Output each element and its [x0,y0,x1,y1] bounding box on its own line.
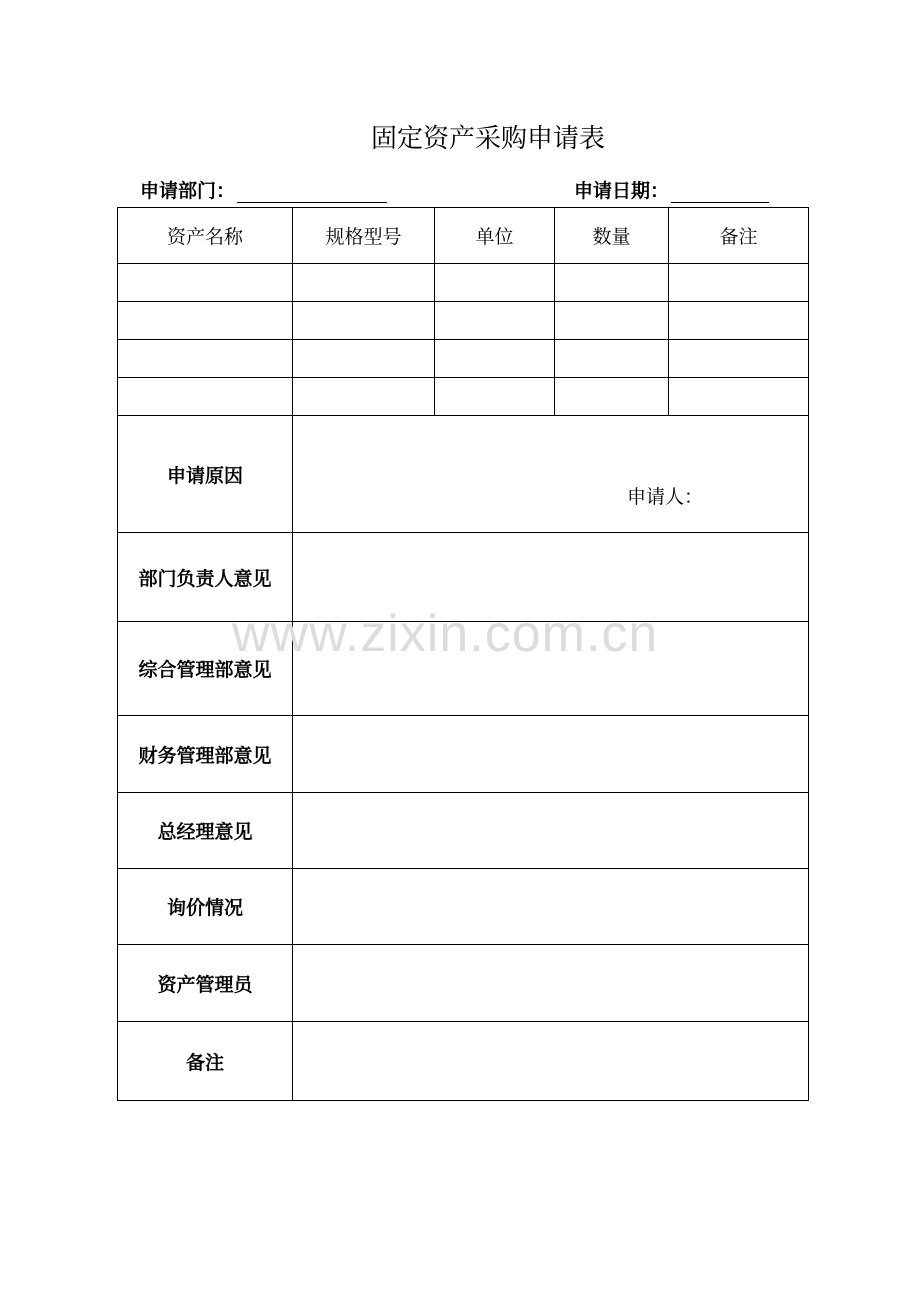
cell-asset-name[interactable] [118,264,293,302]
dept-head-opinion-field[interactable] [293,533,809,622]
remarks-label: 备注 [118,1022,293,1101]
cell-spec-model[interactable] [293,340,435,378]
department-label: 申请部门： [140,180,236,202]
asset-admin-row [118,945,809,1022]
table-row [118,340,809,378]
department-field [140,176,387,204]
header-row [118,208,809,264]
remarks-row [118,1022,809,1101]
table-row [118,378,809,416]
cell-quantity[interactable] [555,264,669,302]
dept-head-row [118,533,809,622]
cell-remarks[interactable] [669,340,809,378]
cell-unit[interactable] [435,302,555,340]
admin-label: 综合管理部意见 [118,622,293,716]
asset-admin-field[interactable] [293,945,809,1022]
watermark: www.zixin.com.cn [232,605,659,663]
form-title: 固定资产采购申请表 [370,124,605,154]
cell-unit[interactable] [435,340,555,378]
header-remarks: 备注 [669,208,809,264]
admin-opinion-field[interactable] [293,622,809,716]
cell-quantity[interactable] [555,302,669,340]
reason-label: 申请原因 [118,416,293,533]
gm-opinion-field[interactable] [293,793,809,869]
remarks-field[interactable] [293,1022,809,1101]
finance-opinion-field[interactable] [293,716,809,793]
date-field [574,176,769,204]
gm-label: 总经理意见 [118,793,293,869]
cell-spec-model[interactable] [293,264,435,302]
date-input[interactable] [671,180,769,203]
finance-label: 财务管理部意见 [118,716,293,793]
inquiry-row [118,869,809,945]
cell-spec-model[interactable] [293,378,435,416]
table-row [118,302,809,340]
reason-field[interactable] [293,416,809,533]
header-quantity: 数量 [555,208,669,264]
asset-admin-label: 资产管理员 [118,945,293,1022]
inquiry-field[interactable] [293,869,809,945]
cell-remarks[interactable] [669,378,809,416]
department-input[interactable] [237,180,387,203]
reason-row [118,416,809,533]
header-unit: 单位 [435,208,555,264]
table-row [118,264,809,302]
finance-row [118,716,809,793]
cell-asset-name[interactable] [118,340,293,378]
cell-asset-name[interactable] [118,302,293,340]
cell-spec-model[interactable] [293,302,435,340]
date-label: 申请日期： [574,180,670,202]
gm-row [118,793,809,869]
admin-row [118,622,809,716]
inquiry-label: 询价情况 [118,869,293,945]
application-form-table [117,207,809,1101]
cell-quantity[interactable] [555,378,669,416]
header-asset-name: 资产名称 [118,208,293,264]
cell-remarks[interactable] [669,302,809,340]
cell-unit[interactable] [435,264,555,302]
cell-remarks[interactable] [669,264,809,302]
applicant-label: 申请人： [627,486,704,508]
cell-unit[interactable] [435,378,555,416]
header-spec-model: 规格型号 [293,208,435,264]
cell-asset-name[interactable] [118,378,293,416]
dept-head-label: 部门负责人意见 [118,533,293,622]
cell-quantity[interactable] [555,340,669,378]
